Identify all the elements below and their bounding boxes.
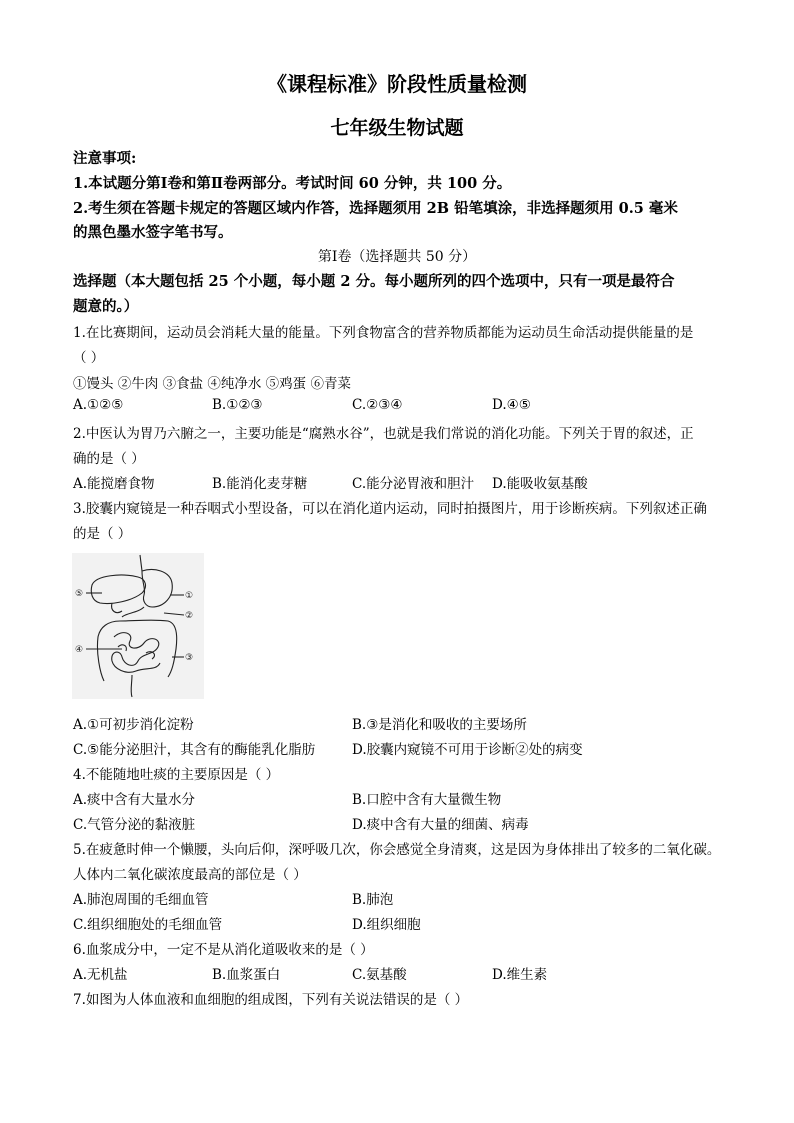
q5-stem-line2: 人体内二氧化碳浓度最高的部位是（ ）: [73, 867, 307, 883]
digestive-system-diagram: [72, 553, 204, 699]
digestive-system-figure: [72, 553, 204, 699]
stomach-shape: [142, 570, 172, 608]
esophagus-shape: [140, 555, 142, 571]
q4-option-a: A.痰中含有大量水分: [73, 792, 196, 808]
q3-stem-line2: 的是（ ）: [73, 526, 132, 542]
figure-label-4: ④: [75, 645, 84, 655]
q4-option-c: C.气管分泌的黏液脏: [73, 817, 196, 833]
q6-option-b: B.血浆蛋白: [212, 967, 281, 983]
q2-option-d: D.能吸收氨基酸: [492, 476, 588, 492]
q6-option-d: D.维生素: [492, 967, 548, 983]
gallbladder-shape: [112, 603, 122, 613]
notes-item-2-line2: 的黑色墨水签字笔书写。: [73, 224, 233, 241]
q3-option-d: D.胶囊内窥镜不可用于诊断②处的病变: [352, 742, 583, 758]
notes-item-2-line1: 2.考生须在答题卡规定的答题区域内作答，选择题须用 2B 铅笔填涂，非选择题须用 0.5 毫米: [73, 200, 678, 217]
figure-label-3: ③: [185, 653, 194, 663]
figure-label-2: ②: [185, 611, 194, 621]
q5-option-c: C.组织细胞处的毛细血管: [73, 917, 223, 933]
q3-option-b: B.③是消化和吸收的主要场所: [352, 717, 527, 733]
q5-option-b: B.肺泡: [352, 892, 394, 908]
q6-option-c: C.氨基酸: [352, 967, 407, 983]
q1-option-c: C.②③④: [352, 397, 403, 413]
q6-stem: 6.血浆成分中，一定不是从消化道吸收来的是（ ）: [73, 942, 374, 958]
q5-stem-line1: 5.在疲惫时伸一个懒腰，头向后仰，深呼吸几次，你会感觉全身清爽，这是因为身体排出了较多的二氧化碳。: [73, 842, 721, 858]
exam-subtitle: 七年级生物试题: [330, 117, 464, 139]
q1-foods: ①馒头 ②牛肉 ③食盐 ④纯净水 ⑤鸡蛋 ⑥青菜: [73, 376, 351, 392]
q5-option-d: D.组织细胞: [352, 917, 421, 933]
q3-stem-line1: 3.胶囊内窥镜是一种吞咽式小型设备，可以在消化道内运动，同时拍摄图片，用于诊断疾病。下列叙述正确: [73, 501, 707, 517]
q2-stem-line2: 确的是（ ）: [73, 451, 145, 467]
q2-option-c: C.能分泌胃液和胆汁: [352, 476, 475, 492]
notes-heading: 注意事项:: [73, 150, 137, 167]
large-intestine-shape: [97, 620, 176, 681]
q6-option-a: A.无机盐: [73, 967, 128, 983]
q7-stem: 7.如图为人体血液和血细胞的组成图，下列有关说法错误的是（ ）: [73, 992, 469, 1008]
q2-option-b: B.能消化麦芽糖: [212, 476, 308, 492]
section-intro-line1: 选择题（本大题包括 25 个小题，每小题 2 分。每小题所列的四个选项中，只有一项是最符合: [73, 273, 675, 290]
q3-option-c: C.⑤能分泌胆汁，其含有的酶能乳化脂肪: [73, 742, 316, 758]
q1-stem-line2: （ ）: [73, 350, 105, 366]
q1-option-a: A.①②⑤: [73, 397, 124, 413]
exam-title: 《课程标准》阶段性质量检测: [267, 72, 527, 96]
q1-option-b: B.①②③: [212, 397, 263, 413]
q2-stem-line1: 2.中医认为胃乃六腑之一，主要功能是“腐熟水谷”，也就是我们常说的消化功能。下列关于胃的叙述，正: [73, 426, 694, 442]
figure-label-1: ①: [185, 591, 194, 601]
q4-stem: 4.不能随地吐痰的主要原因是（ ）: [73, 767, 280, 783]
figure-label-5: ⑤: [75, 589, 84, 599]
section-title: 第Ⅰ卷（选择题共 50 分）: [317, 249, 477, 265]
q3-option-a: A.①可初步消化淀粉: [73, 717, 194, 733]
duodenum-shape: [122, 607, 144, 617]
q2-option-a: A.能搅磨食物: [73, 476, 155, 492]
q4-option-b: B.口腔中含有大量微生物: [352, 792, 502, 808]
small-intestine-coil: [118, 645, 126, 651]
q5-option-a: A.肺泡周围的毛细血管: [73, 892, 209, 908]
q1-stem-line1: 1.在比赛期间，运动员会消耗大量的能量。下列食物富含的营养物质都能为运动员生命活动提供能量的是: [73, 325, 694, 341]
notes-item-1: 1.本试题分第Ⅰ卷和第Ⅱ卷两部分。考试时间 60 分钟，共 100 分。: [73, 175, 512, 192]
section-intro-line2: 题意的。）: [73, 298, 139, 315]
q4-option-d: D.痰中含有大量的细菌、病毒: [352, 817, 529, 833]
liver-shape: [91, 575, 145, 603]
rectum-shape: [131, 675, 132, 697]
leader-line-2: [164, 613, 184, 615]
q1-option-d: D.④⑤: [492, 397, 531, 413]
